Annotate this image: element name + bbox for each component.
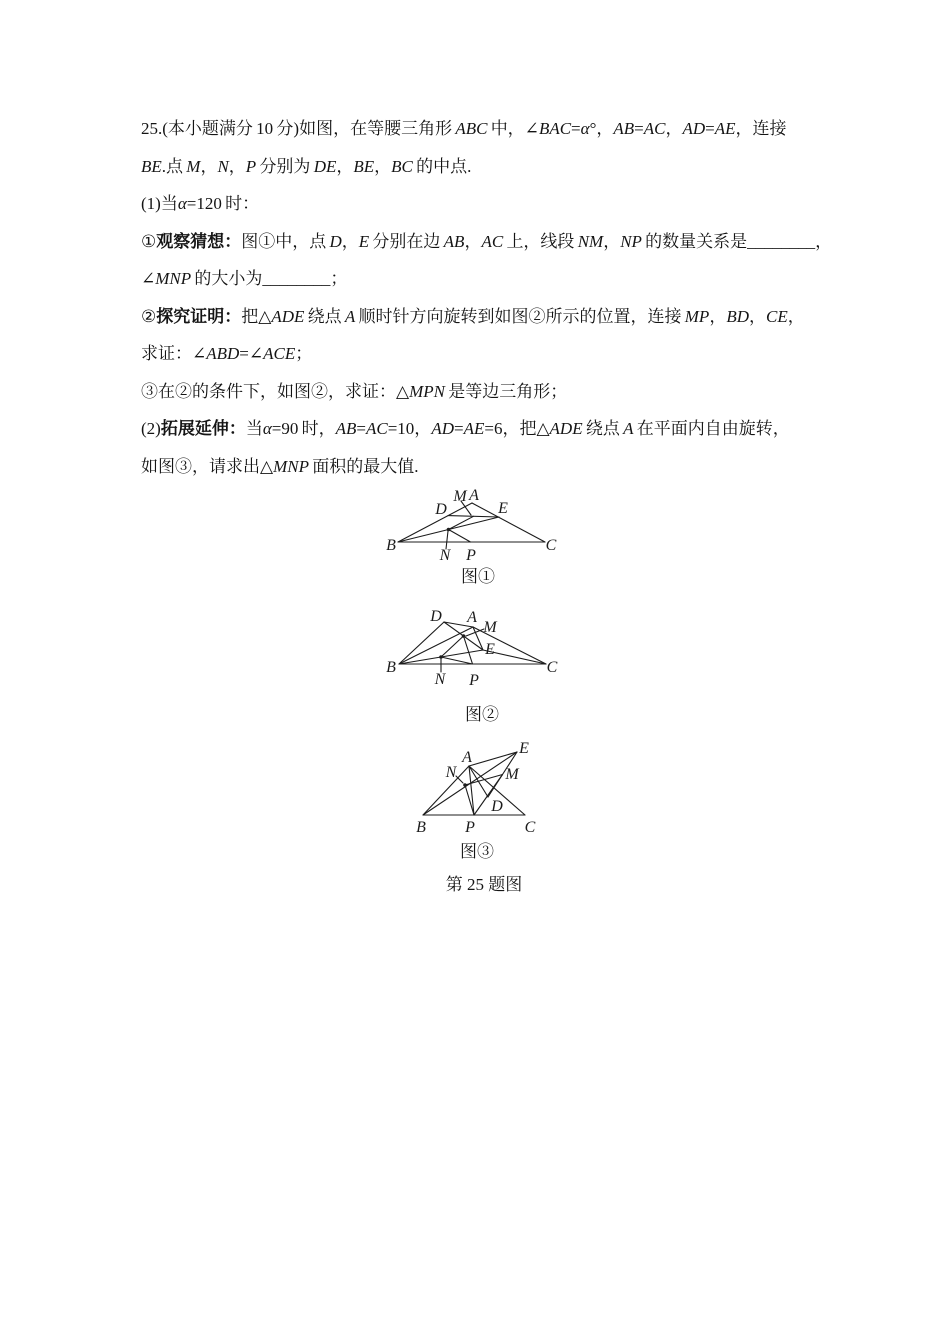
- text-run: 把△ADE 绕点 A 顺时针方向旋转到如图②所示的位置，连接 MP，BD，CE，: [241, 307, 805, 326]
- vertex-label-P: P: [469, 672, 479, 689]
- text-line-2: [141, 156, 471, 178]
- vertex-label-E: E: [485, 641, 495, 658]
- text-line-5: [141, 268, 347, 290]
- text-line-1: [141, 118, 787, 140]
- vertex-label-D: D: [430, 608, 442, 625]
- point-dot-N: [447, 528, 451, 532]
- point-dot-M: [462, 634, 466, 638]
- figure-1-caption: 图①: [461, 567, 495, 586]
- text-run: 如图③，请求出△MNP 面积的最大值.: [141, 457, 419, 476]
- vertex-label-C: C: [546, 659, 558, 676]
- edge-AB: [399, 627, 473, 664]
- figure-2-diagram: [378, 606, 574, 696]
- text-line-4: [141, 231, 832, 253]
- text-line-10: [141, 456, 418, 478]
- text-line-9: [141, 418, 790, 440]
- label-leader-line: [466, 629, 484, 636]
- text-run: ①: [141, 232, 157, 251]
- text-run: ∠MNP 的大小为________；: [141, 269, 348, 288]
- text-run: 25.(本小题满分 10 分)如图，在等腰三角形 ABC 中，∠BAC=α°，AB=AC，AD=AE，连接: [141, 119, 787, 138]
- vertex-label-P: P: [466, 547, 476, 562]
- text-run: ②: [141, 307, 157, 326]
- text-line-7: [141, 343, 312, 365]
- text-run: 当α=90 时，AB=AC=10，AD=AE=6，把△ADE 绕点 A 在平面内自由旋转，: [245, 419, 790, 438]
- vertex-label-B: B: [386, 659, 396, 676]
- vertex-label-N: N: [445, 764, 457, 781]
- point-dot-N: [439, 655, 443, 659]
- vertex-label-E: E: [498, 500, 508, 517]
- text-run: 图①中，点 D，E 分别在边 AB，AC 上，线段 NM，NP 的数量关系是________，: [241, 232, 833, 251]
- vertex-label-M: M: [453, 488, 467, 505]
- text-line-3: [141, 193, 259, 215]
- text-line-6: [141, 306, 805, 328]
- vertex-label-N: N: [434, 671, 446, 688]
- figure-2-caption: 图②: [465, 705, 499, 724]
- vertex-label-D: D: [435, 501, 447, 518]
- vertex-label-B: B: [386, 537, 396, 554]
- vertex-label-C: C: [524, 819, 536, 836]
- vertex-label-A: A: [462, 749, 472, 766]
- edge-NP: [449, 530, 471, 543]
- vertex-label-P: P: [465, 819, 475, 836]
- figure-3-caption: 图③: [460, 842, 494, 861]
- vertex-label-B: B: [416, 819, 426, 836]
- bold-text-run: 观察猜想：: [156, 232, 242, 251]
- vertex-label-D: D: [491, 798, 503, 815]
- text-run: ③在②的条件下，如图②，求证：△MPN 是等边三角形；: [141, 382, 568, 401]
- text-run: (1)当α=120 时：: [141, 194, 260, 213]
- vertex-label-A: A: [469, 487, 479, 504]
- text-run: (2): [141, 419, 161, 438]
- text-run: 求证：∠ABD=∠ACE；: [141, 344, 313, 363]
- bold-text-run: 探究证明：: [156, 307, 242, 326]
- bold-text-run: 拓展延伸：: [160, 419, 246, 438]
- vertex-label-M: M: [483, 619, 497, 636]
- vertex-label-A: A: [467, 609, 477, 626]
- figure-3-diagram: [406, 738, 546, 838]
- point-dot-N: [463, 783, 467, 787]
- vertex-label-E: E: [519, 740, 529, 757]
- edge-AC: [472, 503, 545, 542]
- edge-MP: [464, 636, 473, 664]
- edge-NM: [449, 516, 474, 529]
- vertex-label-C: C: [545, 537, 557, 554]
- figure-1-diagram: [372, 484, 572, 562]
- vertex-label-M: M: [505, 766, 519, 783]
- problem-figure-caption: 第 25 题图: [445, 875, 523, 894]
- text-line-8: [141, 381, 567, 403]
- edge-NP: [441, 657, 473, 664]
- vertex-label-N: N: [439, 547, 451, 562]
- text-run: BE.点 M，N，P 分别为 DE，BE，BC 的中点.: [141, 157, 472, 176]
